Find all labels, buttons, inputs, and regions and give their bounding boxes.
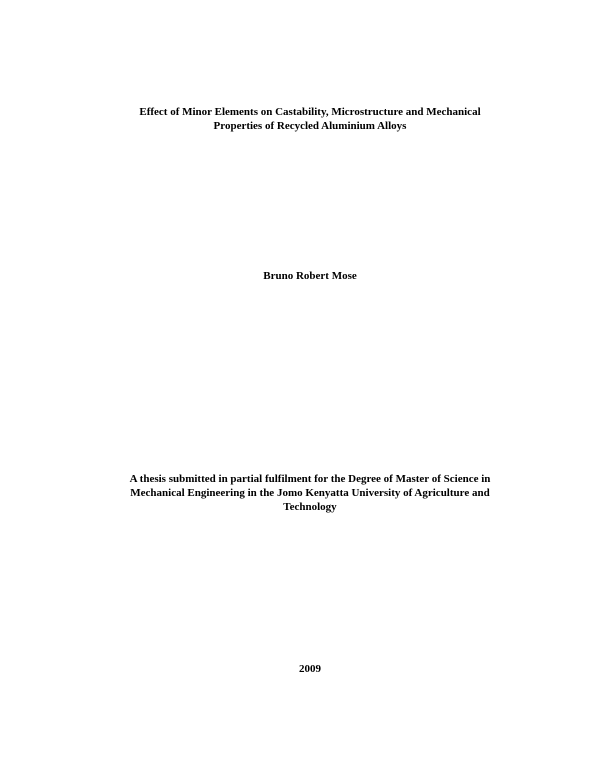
author-name-text: Bruno Robert Mose [263,270,357,282]
thesis-title [60,105,560,133]
degree-statement-line: Technology [283,501,337,513]
degree-statement-line: A thesis submitted in partial fulfilment for the Degree of Master of Science in [129,473,491,485]
thesis-title-line: Properties of Recycled Aluminium Alloys [213,120,407,132]
degree-statement [60,472,560,514]
author-name [60,269,560,283]
thesis-title-line: Effect of Minor Elements on Castability, Microstructure and Mechanical [139,106,481,118]
publication-year-text: 2009 [299,663,321,675]
publication-year [60,662,560,676]
degree-statement-line: Mechanical Engineering in the Jomo Kenyatta University of Agriculture and [130,487,490,499]
